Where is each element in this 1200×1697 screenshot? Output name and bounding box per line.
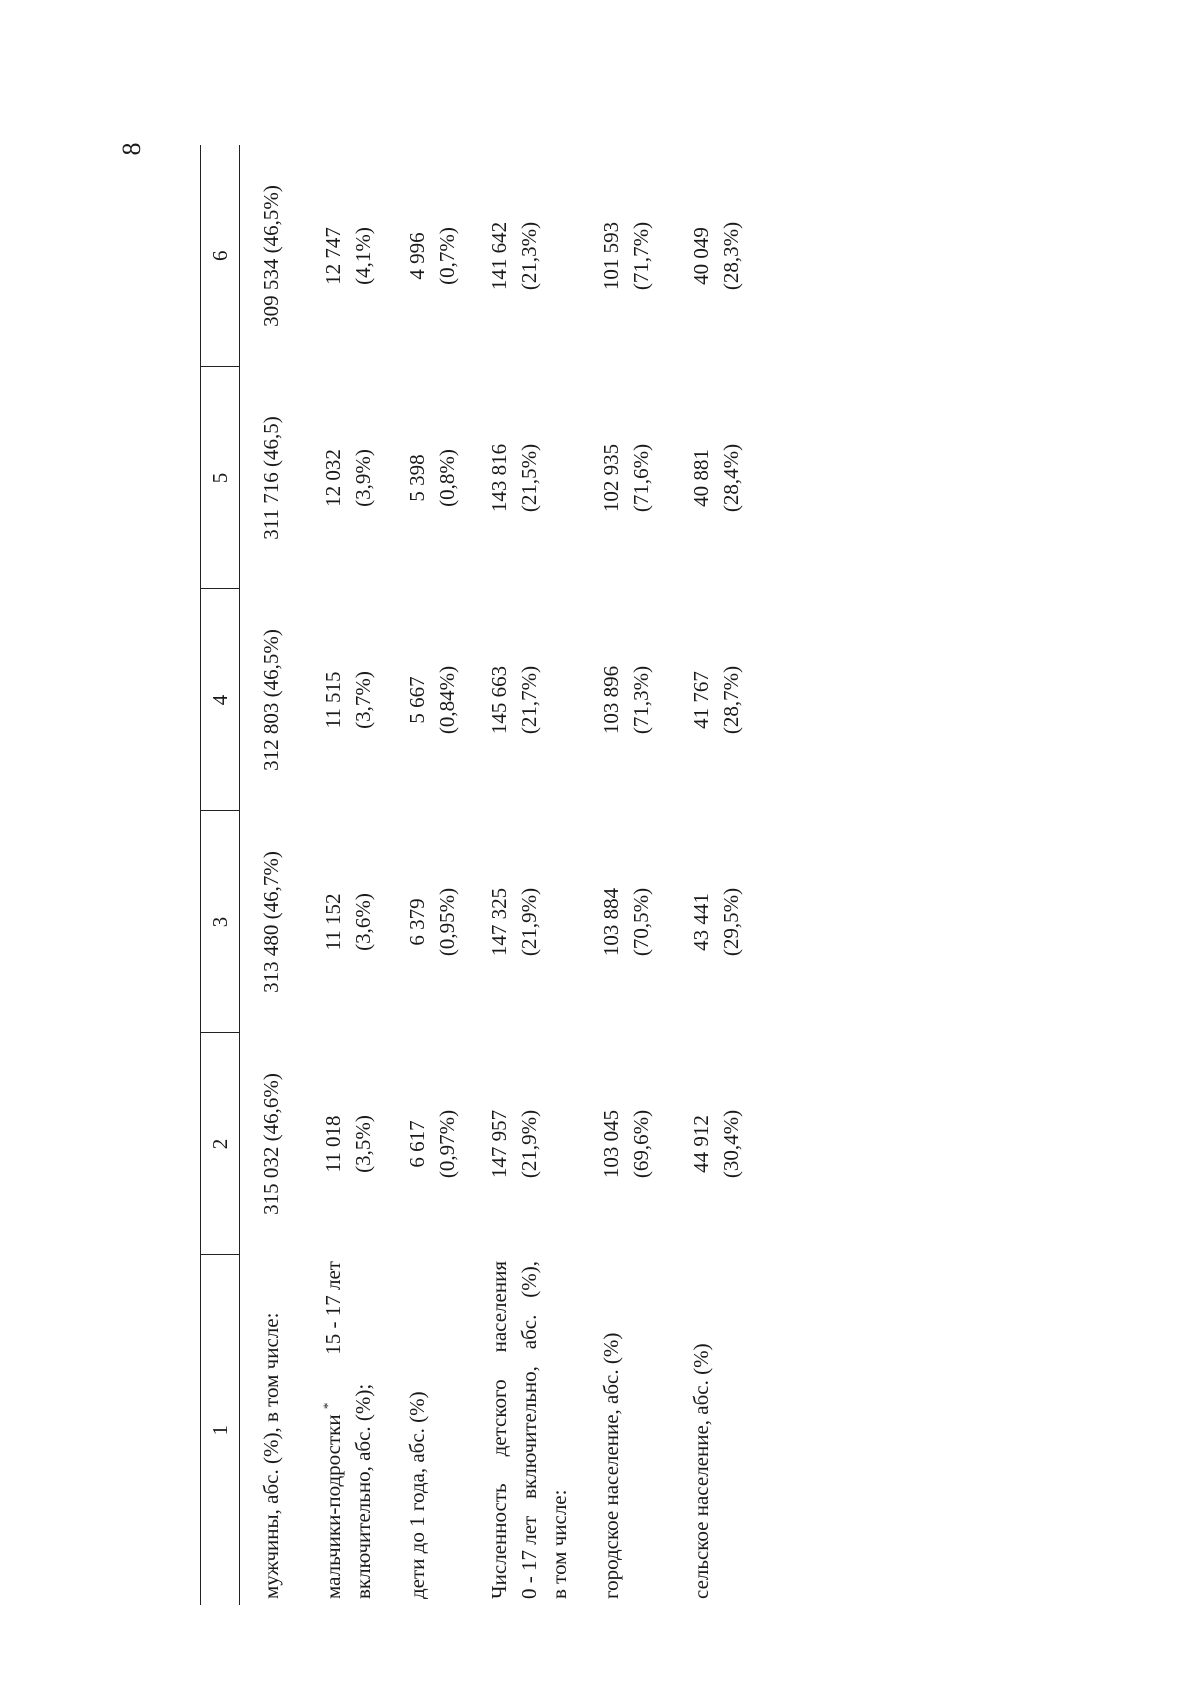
table-cell xyxy=(402,145,484,367)
column-header: 2 xyxy=(201,1033,240,1255)
cell-percent: (28,7%) xyxy=(719,665,743,735)
table-cell xyxy=(240,145,311,367)
cell-value: 315 032 (46,6%) xyxy=(259,1073,283,1215)
row-label: мужчины, абс. (%), в том числе: xyxy=(259,1312,283,1599)
cell-percent: (3,9%) xyxy=(351,449,375,507)
cell-value: 313 480 (46,7%) xyxy=(259,851,283,993)
column-header: 5 xyxy=(201,367,240,589)
table-cell xyxy=(240,811,311,1033)
cell-value: 11 515 xyxy=(321,671,345,729)
table-cell xyxy=(310,811,402,1033)
table-cell xyxy=(484,145,596,367)
cell-percent: (21,5%) xyxy=(517,443,541,513)
cell-value: 11 018 xyxy=(321,1115,345,1173)
page-number: 8 xyxy=(117,142,146,156)
cell-percent: (29,5%) xyxy=(719,887,743,957)
header-row xyxy=(201,145,240,1605)
row-label-word: 0 - 17 лет xyxy=(517,1515,541,1599)
cell-value: 147 325 xyxy=(487,887,511,957)
column-header: 4 xyxy=(201,589,240,811)
table-cell xyxy=(310,589,402,811)
cell-percent: (28,3%) xyxy=(719,221,743,291)
table-cell xyxy=(484,1033,596,1255)
cell-value: 4 996 xyxy=(405,232,429,280)
cell-value: 312 803 (46,5%) xyxy=(259,629,283,771)
row-label-line: включительно, абс. (%); xyxy=(351,1383,375,1599)
row-label-line xyxy=(484,1261,514,1599)
row-label-word: (%), xyxy=(517,1261,541,1298)
cell-value: 103 884 xyxy=(599,887,623,957)
table-cell xyxy=(402,589,484,811)
cell-percent: (0,84%) xyxy=(435,665,459,735)
footnote-mark: * xyxy=(320,1402,335,1410)
cell-value: 101 593 xyxy=(599,221,623,291)
column-header: 3 xyxy=(201,811,240,1033)
cell-percent: (0,8%) xyxy=(435,449,459,507)
cell-percent: (4,1%) xyxy=(351,227,375,285)
table-cell xyxy=(310,145,402,367)
cell-percent: (0,97%) xyxy=(435,1109,459,1179)
cell-value: 6 379 xyxy=(405,898,429,946)
table-cell xyxy=(402,367,484,589)
table-cell xyxy=(686,1033,756,1255)
population-statistics-table xyxy=(200,145,756,1605)
cell-value: 44 912 xyxy=(689,1115,713,1173)
cell-percent: (21,9%) xyxy=(517,1109,541,1179)
cell-percent: (3,5%) xyxy=(351,1115,375,1173)
statistics-table-container xyxy=(200,145,756,1605)
table-cell xyxy=(402,1033,484,1255)
table-cell xyxy=(240,589,311,811)
cell-percent: (28,4%) xyxy=(719,443,743,513)
cell-percent: (21,3%) xyxy=(517,221,541,291)
table-cell xyxy=(240,1033,311,1255)
cell-value: 40 049 xyxy=(689,227,713,285)
row-label-line: в том числе: xyxy=(547,1489,571,1599)
table-cell xyxy=(240,367,311,589)
table-cell xyxy=(596,367,686,589)
table-cell xyxy=(686,367,756,589)
row-label-word: населения xyxy=(487,1261,511,1353)
cell-value: 11 152 xyxy=(321,893,345,951)
row-label xyxy=(484,1255,596,1605)
table-cell xyxy=(596,589,686,811)
table-cell xyxy=(310,367,402,589)
cell-percent: (71,3%) xyxy=(629,665,653,735)
table-cell xyxy=(310,1033,402,1255)
table-cell xyxy=(686,145,756,367)
column-header: 1 xyxy=(201,1255,240,1605)
row-label-text: мальчики-подростки xyxy=(321,1414,345,1599)
row-label-word: Численность xyxy=(487,1483,511,1599)
row-label-part: 15 - 17 лет xyxy=(321,1261,345,1355)
column-header: 6 xyxy=(201,145,240,367)
table-cell xyxy=(484,367,596,589)
cell-percent: (0,7%) xyxy=(435,227,459,285)
cell-value: 309 534 (46,5%) xyxy=(259,185,283,327)
table-row-men xyxy=(240,145,311,1605)
cell-value: 12 747 xyxy=(321,227,345,285)
cell-value: 103 045 xyxy=(599,1109,623,1179)
cell-value: 43 441 xyxy=(689,893,713,951)
cell-value: 102 935 xyxy=(599,443,623,513)
row-label-word: детского xyxy=(487,1379,511,1457)
table-row-children xyxy=(484,145,596,1605)
cell-value: 311 716 (46,5) xyxy=(259,416,283,540)
cell-percent: (71,6%) xyxy=(629,443,653,513)
cell-percent: (21,9%) xyxy=(517,887,541,957)
table-cell xyxy=(484,589,596,811)
cell-percent: (21,7%) xyxy=(517,665,541,735)
table-row-boys xyxy=(310,145,402,1605)
cell-value: 141 642 xyxy=(487,221,511,291)
cell-percent: (0,95%) xyxy=(435,887,459,957)
row-label-word: абс. xyxy=(517,1314,541,1350)
table-cell xyxy=(402,811,484,1033)
cell-value: 12 032 xyxy=(321,449,345,507)
row-label-word: включительно, xyxy=(517,1366,541,1499)
cell-value: 145 663 xyxy=(487,665,511,735)
cell-value: 143 816 xyxy=(487,443,511,513)
row-label: дети до 1 года, абс. (%) xyxy=(405,1391,429,1599)
cell-value: 40 881 xyxy=(689,449,713,507)
cell-value: 5 398 xyxy=(405,454,429,502)
cell-percent: (30,4%) xyxy=(719,1109,743,1179)
table-cell xyxy=(596,145,686,367)
row-label-part xyxy=(318,1403,348,1599)
table-cell xyxy=(596,811,686,1033)
row-label: городское население, абс. (%) xyxy=(599,1332,623,1599)
row-label xyxy=(310,1255,402,1605)
cell-value: 41 767 xyxy=(689,671,713,729)
cell-value: 103 896 xyxy=(599,665,623,735)
table-row-infants xyxy=(402,145,484,1605)
table-row-urban xyxy=(596,145,686,1605)
cell-percent: (69,6%) xyxy=(629,1109,653,1179)
table-cell xyxy=(686,811,756,1033)
cell-value: 147 957 xyxy=(487,1109,511,1179)
cell-percent: (3,6%) xyxy=(351,893,375,951)
cell-value: 6 617 xyxy=(405,1120,429,1168)
row-label-line xyxy=(318,1261,348,1599)
table-cell xyxy=(686,589,756,811)
cell-percent: (71,7%) xyxy=(629,221,653,291)
table-cell xyxy=(484,811,596,1033)
table-cell xyxy=(596,1033,686,1255)
cell-percent: (3,7%) xyxy=(351,671,375,729)
row-label-line xyxy=(514,1261,544,1599)
row-label: сельское население, абс. (%) xyxy=(689,1343,713,1599)
cell-percent: (70,5%) xyxy=(629,887,653,957)
table-row-rural xyxy=(686,145,756,1605)
cell-value: 5 667 xyxy=(405,676,429,724)
